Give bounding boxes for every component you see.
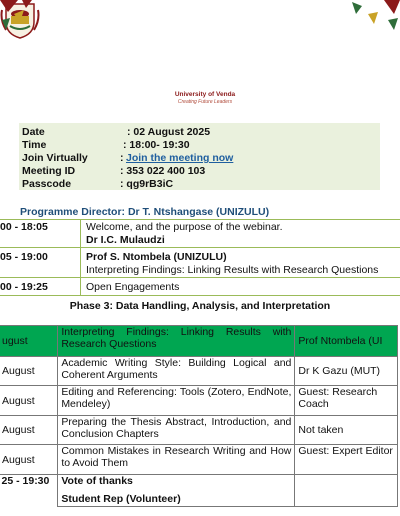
schedule-time: 05 - 19:00 [0,251,48,263]
table-cell: Common Mistakes in Research Writing and How to Avoid Them [58,445,295,475]
schedule-row [0,248,400,278]
table-cell: Not taken [295,416,398,445]
table-row [0,445,398,475]
meeting-id-label: Meeting ID [22,165,76,177]
table-cell: Preparing the Thesis Abstract, Introduction, and Conclusion Chapters [58,416,295,445]
corner-decoration-left [0,0,40,36]
date-label: Date [22,126,45,138]
time-value: : 18:00- 19:30 [123,139,190,151]
date-value: : 02 August 2025 [127,126,211,138]
table-cell: August [0,445,58,475]
header-cell: Interpreting Findings: Linking Results with Research Questions [58,326,295,357]
programme-director: Programme Director: Dr T. Ntshangase (UNIZULU) [20,206,270,218]
schedule-line: Open Engagements [86,281,180,293]
vote-of-thanks: Vote of thanks [61,475,133,487]
schedule-line: Interpreting Findings: Linking Results with Research Questions [86,264,379,276]
schedule-row [0,278,400,296]
table-cell: August [0,416,58,445]
logo-title: University of Venda [174,91,236,98]
table-cell: August [0,386,58,416]
join-label: Join Virtually [22,152,88,164]
corner-decoration-right [344,0,400,36]
table-cell [58,475,295,507]
table-header-row [0,326,398,357]
schedule-speaker: Dr I.C. Mulaudzi [86,234,165,246]
table-row [0,357,398,386]
header-cell: ugust [0,326,58,357]
schedule-line: Welcome, and the purpose of the webinar. [86,221,283,233]
table-cell: August [0,357,58,386]
student-rep: Student Rep (Volunteer) [61,493,181,505]
table-row [0,475,398,507]
passcode-value: : qg9rB3iC [120,178,174,190]
time-label: Time [22,139,47,151]
logo-subtitle: Creating Future Leaders [177,99,233,105]
table-cell: Dr K Gazu (MUT) [295,357,398,386]
join-colon: : [120,152,124,164]
table-cell: Guest: Research Coach [295,386,398,416]
schedule-row [0,220,400,248]
phase-title: Phase 3: Data Handling, Analysis, and Interpretation [69,300,331,312]
schedule-time: 00 - 18:05 [0,221,48,233]
table-row [0,416,398,445]
schedule-time: 00 - 19:25 [0,281,48,293]
passcode-label: Passcode [22,178,72,190]
schedule-speaker: Prof S. Ntombela (UNIZULU) [86,251,227,263]
meeting-info-block [19,123,380,190]
join-meeting-link[interactable]: Join the meeting now [126,152,234,164]
header-cell: Prof Ntombela (UI [295,326,398,357]
meeting-id-value: : 353 022 400 103 [120,165,206,177]
table-cell: Editing and Referencing: Tools (Zotero, EndNote, Mendeley) [58,386,295,416]
table-cell: Guest: Expert Editor [295,445,398,475]
table-cell: Academic Writing Style: Building Logical and Coherent Arguments [58,357,295,386]
table-row [0,386,398,416]
table-cell [295,475,398,507]
phase-table [0,325,398,507]
table-cell: 25 - 19:30 [1,475,50,487]
